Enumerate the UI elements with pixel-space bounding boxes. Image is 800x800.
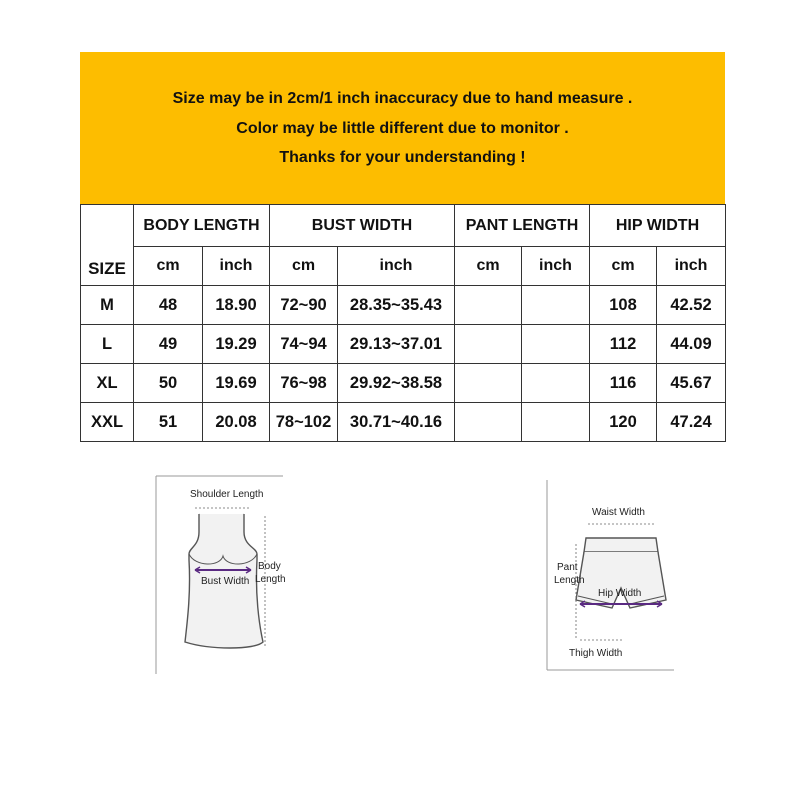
unit-cell: cm [455, 247, 522, 286]
table-cell: 72~90 [270, 286, 338, 325]
waist-width-label: Waist Width [592, 507, 645, 518]
unit-cell: cm [134, 247, 203, 286]
table-cell [455, 403, 522, 442]
table-row [81, 286, 726, 325]
table-cell: 78~102 [270, 403, 338, 442]
shorts-diagram [546, 478, 676, 674]
table-row [81, 403, 726, 442]
pant-length-header: PANT LENGTH [455, 205, 590, 247]
table-cell: 19.29 [203, 325, 270, 364]
unit-cell: cm [270, 247, 338, 286]
table-cell: 30.71~40.16 [338, 403, 455, 442]
table-cell: 44.09 [657, 325, 726, 364]
shoulder-length-label: Shoulder Length [190, 489, 264, 500]
table-cell [522, 403, 590, 442]
table-cell: 42.52 [657, 286, 726, 325]
shorts-waistband [584, 538, 658, 552]
notice-line-3: Thanks for your understanding ! [279, 149, 526, 166]
hip-width-header: HIP WIDTH [590, 205, 726, 247]
hip-width-label: Hip Width [598, 588, 642, 599]
table-cell: 18.90 [203, 286, 270, 325]
size-label: L [81, 325, 134, 364]
bust-width-header: BUST WIDTH [270, 205, 455, 247]
notice-banner [80, 52, 725, 204]
body-length-header: BODY LENGTH [134, 205, 270, 247]
table-cell: 28.35~35.43 [338, 286, 455, 325]
table-cell: 74~94 [270, 325, 338, 364]
table-cell [455, 286, 522, 325]
body-length-label-2: Length [255, 574, 285, 585]
table-row [81, 364, 726, 403]
table-cell [522, 364, 590, 403]
size-label: M [81, 286, 134, 325]
table-cell: 76~98 [270, 364, 338, 403]
table-cell [522, 325, 590, 364]
table-cell: 29.13~37.01 [338, 325, 455, 364]
table-cell: 120 [590, 403, 657, 442]
size-label: XXL [81, 403, 134, 442]
unit-cell: inch [522, 247, 590, 286]
shorts-outline [576, 552, 666, 608]
table-cell: 48 [134, 286, 203, 325]
notice-line-1: Size may be in 2cm/1 inch inaccuracy due to hand measure . [172, 90, 633, 107]
unit-cell: inch [657, 247, 726, 286]
thigh-width-label: Thigh Width [569, 648, 623, 659]
unit-cell: inch [338, 247, 455, 286]
table-cell: 29.92~38.58 [338, 364, 455, 403]
unit-cell: inch [203, 247, 270, 286]
table-cell [522, 286, 590, 325]
table-cell: 45.67 [657, 364, 726, 403]
pant-length-label-2: Length [554, 575, 585, 586]
table-cell: 49 [134, 325, 203, 364]
body-length-label-1: Body [258, 561, 281, 572]
table-header-row [81, 205, 726, 247]
table-cell [455, 364, 522, 403]
notice-line-2: Color may be little different due to monitor . [236, 120, 569, 137]
table-row [81, 325, 726, 364]
size-chart-table [80, 204, 726, 442]
table-cell: 116 [590, 364, 657, 403]
table-cell: 20.08 [203, 403, 270, 442]
size-label: XL [81, 364, 134, 403]
table-cell: 50 [134, 364, 203, 403]
bust-width-label: Bust Width [201, 576, 250, 587]
table-cell: 19.69 [203, 364, 270, 403]
table-cell: 112 [590, 325, 657, 364]
table-cell: 51 [134, 403, 203, 442]
unit-cell: cm [590, 247, 657, 286]
table-unit-row [81, 247, 726, 286]
size-column-header: SIZE [81, 205, 134, 286]
tank-top-diagram [155, 474, 285, 679]
pant-length-label-1: Pant [557, 562, 578, 573]
table-cell [455, 325, 522, 364]
table-cell: 47.24 [657, 403, 726, 442]
table-cell: 108 [590, 286, 657, 325]
